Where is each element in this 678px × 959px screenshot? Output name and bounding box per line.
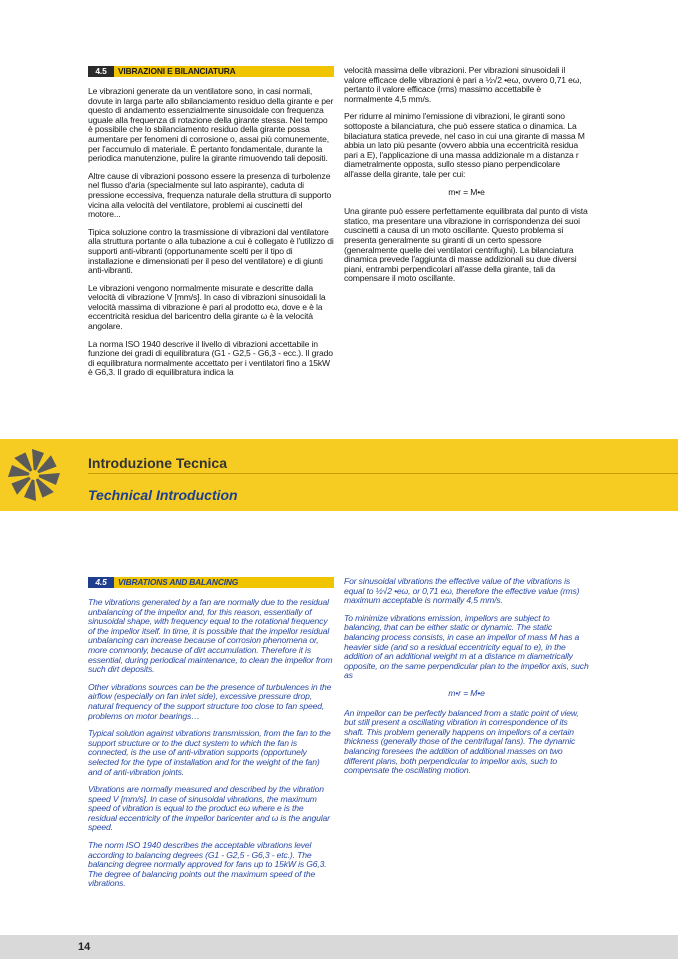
brand-logo-icon (0, 439, 70, 511)
paragraph: For sinusoidal vibrations the effective value of the vibrations is equal to ½√2 •eω, or 0,71 eω, therefore the effective value (rms) maximum acceptable is normally 4,5 mm/s. (344, 576, 580, 606)
paragraph: velocità massima delle vibrazioni. Per vibrazioni sinusoidali il valore efficace delle vibrazioni è pari a ½√2 •eω, ovvero 0,71 eω, pertanto il valore efficace (rms) massimo accettabile è normalmente 4,5 mm/s. (344, 65, 582, 104)
section-title: VIBRAZIONI E BILANCIATURA (114, 66, 334, 77)
paragraph: An impellor can be perfectly balanced from a static point of view, but still present a oscillating vibration in correspondence of its shaft. This problem generally happens on impellors of a certain thickness (generally those of the centrifugal fans). The dynamic balancing foresees the addition of additional masses on two different plans, both perpendicular to impellor axis, such to compensate the oscillating motion. (344, 707, 579, 776)
paragraph: Tipica soluzione contro la trasmissione di vibrazioni dal ventilatore alla struttura portante o alla tubazione a cui è collegato è l'utilizzo di supporti anti-vibranti (opportunamente scelti per il tipo di installazione e dimensionati per il peso del ventilatore) e di giunti anti-vibranti. (88, 226, 334, 276)
section-number: 4.5 (88, 577, 114, 588)
italian-right-column (344, 66, 589, 292)
italian-left-column (88, 66, 334, 386)
formula: m•r = M•e (448, 186, 485, 197)
english-left-column (88, 577, 334, 897)
paragraph: Una girante può essere perfettamente equilibrata dal punto di vista statico, ma presentare una vibrazione in corrispondenza dei suoi cuscinetti a causa di un moto oscillante. Questo problema si presenta generalmente su giranti di un certo spessore (generalmente quelle dei ventilatori centrifughi). La bilanciatura dinamica prevede l'aggiunta di masse addizionali su due diversi piani, entrambi perpendicolari all'asse della girante, tali da compensare il moto oscillante. (344, 206, 588, 284)
paragraph: Other vibrations sources can be the presence of turbulences in the airflow (especially on fan inlet side), excessive pressure drop, natural frequency of the support structure too close to fan speed, problems on motor bearings… (88, 681, 332, 721)
band-divider (88, 473, 678, 474)
paragraph: Per ridurre al minimo l'emissione di vibrazioni, le giranti sono sottoposte a bilanciatura, che può essere statica o dinamica. La bilaciatura statica prevede, nel caso in cui una girante di massa M abbia un lato più pesante (ovvero abbia una eccentricità residua pari a E), l'applicazione di una massa addizionale m a distanza r diametralmente opposta, sullo stesso piano perpendicolare all'asse della girante, tale per cui: (344, 111, 585, 179)
paragraph: La norma ISO 1940 descrive il livello di vibrazioni accettabile in funzione dei gradi di equilibratura (G1 - G2,5 - G6,3 - ecc.). Il grado di equilibratura normalmente accettato per i ventilatori fino a 15kW è G6,3. Il grado di equilibratura indica la (88, 338, 333, 378)
paragraph: The vibrations generated by a fan are normally due to the residual unbalancing of the impellor and, for this reason, essentially of sinusoidal shape, with frequency equal to the rotational frequency of the impellor itself. In time, it is possible that the impellor residual unbalancing can increase because of corrosion phenomena or, more commonly, because of dirt accumulation. Therefore it is essential, during periodical maintenance, to clean the impellor from such dirt deposits. (88, 597, 333, 675)
paragraph: Altre cause di vibrazioni possono essere la presenza di turbolenze nel flusso d'aria (specialmente sul lato aspirante), caduta di pressione eccessiva, frequenza naturale della struttura di supporto vicina alla velocità del ventilatore, problemi ai cuscinetti del motore... (88, 170, 332, 220)
english-right-column (344, 577, 589, 784)
band-titles (70, 439, 678, 511)
section-number: 4.5 (88, 66, 114, 77)
band-title-italian: Introduzione Tecnica (88, 455, 227, 471)
paragraph: Le vibrazioni generate da un ventilatore sono, in casi normali, dovute in larga parte allo sbilanciamento residuo della girante e per questo di andamento essenzialmente sinusoidale con frequenza uguale alla frequenza di rotazione della girante stessa. Nel tempo è possibile che lo sbilanciamento residuo della girante possa aumentare per fenomeni di corrosione o, assai più comunemente, per l'accumulo di materiale. È pertanto fondamentale, durante la periodica manutenzione, pulire la girante rimuovendo tali depositi. (88, 86, 334, 164)
section-band (0, 439, 678, 511)
section-title: VIBRATIONS AND BALANCING (114, 577, 334, 588)
paragraph: Typical solution against vibrations transmission, from the fan to the support structure or to the duct system to which the fan is connected, is the use of anti-vibration supports (opportunely selected for the type of installation and for the weight of the fan) and of anti-vibration joints. (88, 728, 331, 777)
paragraph: Vibrations are normally measured and described by the vibration speed V [mm/s]. In case of sinusoidal vibrations, the maximum speed of vibration is equal to the product eω where e is the residual eccentricity of the impellor baricenter and ω is the angular speed. (88, 784, 330, 833)
paragraph: The norm ISO 1940 describes the acceptable vibrations level according to balancing degrees (G1 - G2,5 - G6,3 - etc.). The balancing degree normally approved for fans up to 15kW is G6,3. The degree of balancing points out the maximum speed of the vibrations. (88, 840, 327, 889)
formula: m•r = M•e (448, 687, 485, 698)
page-number: 14 (78, 941, 91, 953)
section-header-it (88, 66, 334, 77)
paragraph: To minimize vibrations emission, impellors are subject to balancing, that can be either static or dynamic. The static balancing process consists, in case an impellor of mass M has a heavier side (and so a residual eccentricity equal to e), in the addition of an additional weight m at a distance m diametrically opposite, on the same perpendicular plan to the impellor axis, such as (344, 612, 589, 681)
band-title-english: Technical Introduction (88, 487, 238, 503)
page-footer (0, 935, 678, 959)
paragraph: Le vibrazioni vengono normalmente misurate e descritte dalla velocità di vibrazione V [mm/s]. In caso di vibrazioni sinusoidali la velocità massima di vibrazione è pari al prodotto eω, dove e è la eccentricità residua del baricentro della girante ω è la velocità angolare. (88, 282, 326, 332)
section-header-en (88, 577, 334, 588)
